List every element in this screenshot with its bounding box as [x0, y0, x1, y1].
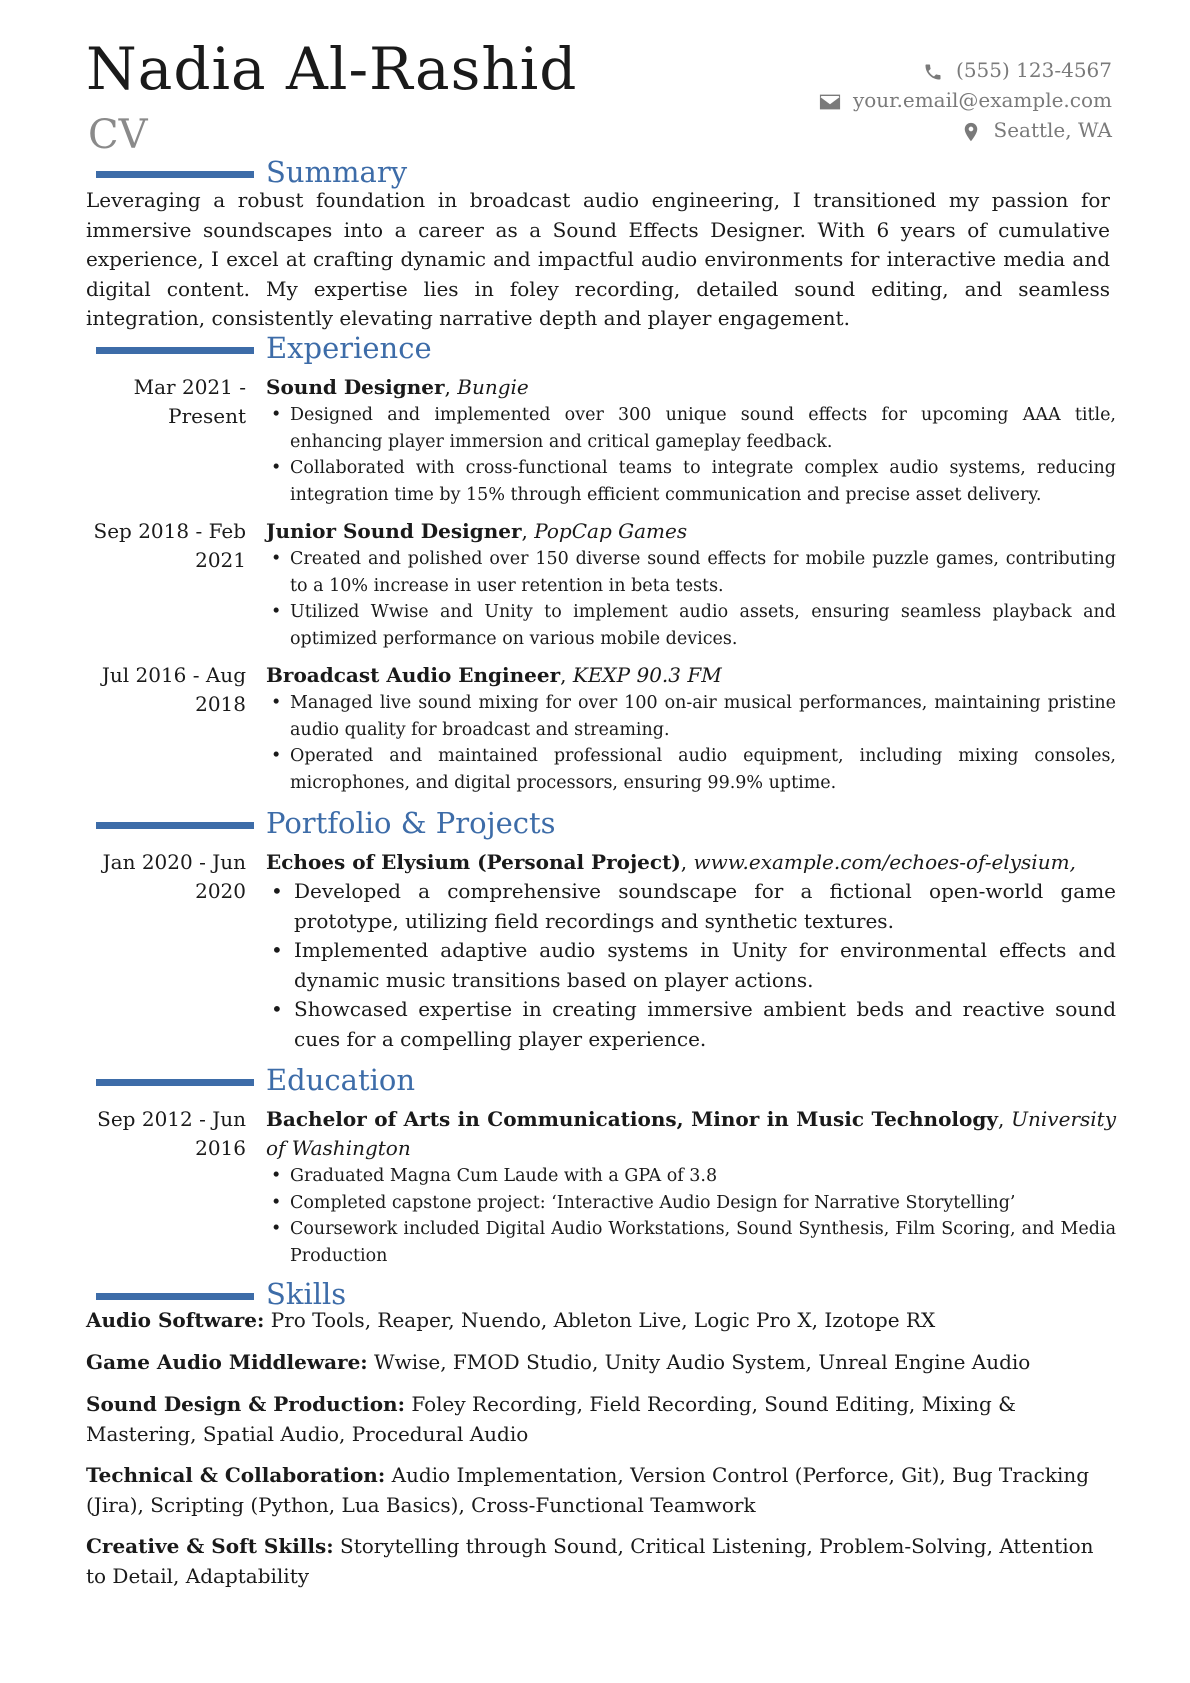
bullet-item: • Operated and maintained professional audio equipment, including mixing consoles, microphones, and digital processors, ensuring 99.9% uptime.	[290, 743, 1116, 796]
section-bar	[96, 1293, 254, 1300]
bullet-item: • Created and polished over 150 diverse sound effects for mobile puzzle games, contributing to a 10% increase in user retention in beta tests.	[290, 546, 1116, 599]
bullet-item: • Designed and implemented over 300 unique sound effects for upcoming AAA title, enhancing player immersion and critical gameplay feedback.	[290, 402, 1116, 455]
bullet-item: • Implemented adaptive audio systems in Unity for environmental effects and dynamic music transitions based on player actions.	[294, 936, 1116, 995]
skill-label: Sound Design & Production:	[86, 1392, 405, 1416]
phone-text: (555) 123-4567	[956, 58, 1112, 82]
project-link[interactable]: www.example.com/echoes-of-elysium,	[693, 850, 1076, 874]
entry-bullets	[266, 690, 1116, 796]
entry-org: PopCap Games	[534, 519, 688, 543]
bullet-item: • Coursework included Digital Audio Workstations, Sound Synthesis, Film Scoring, and Media Production	[290, 1216, 1116, 1269]
contact-location	[817, 115, 1112, 145]
entry-heading: Junior Sound Designer, PopCap Games	[266, 519, 688, 543]
entry-heading: Echoes of Elysium (Personal Project), www.example.com/echoes-of-elysium,	[266, 850, 1076, 874]
skill-value: Pro Tools, Reaper, Nuendo, Ableton Live, Logic Pro X, Izotope RX	[270, 1308, 936, 1332]
section-bar	[96, 171, 254, 178]
skill-row	[86, 1461, 1116, 1520]
entry-title: Echoes of Elysium (Personal Project)	[266, 850, 681, 874]
entry-heading: Sound Designer, Bungie	[266, 375, 529, 399]
skill-row	[86, 1390, 1116, 1449]
document-subtitle: CV	[88, 112, 148, 158]
entry-bullets	[266, 877, 1116, 1054]
section-portfolio-heading	[96, 805, 556, 841]
bullet-item: • Managed live sound mixing for over 100 on-air musical performances, maintaining pristine audio quality for broadcast and streaming.	[290, 690, 1116, 743]
entry-org: Bungie	[457, 375, 529, 399]
bullet-item: • Utilized Wwise and Unity to implement audio assets, ensuring seamless playback and optimized performance on various mobile devices.	[290, 599, 1116, 652]
skill-row	[86, 1306, 1116, 1336]
entry-title: Junior Sound Designer	[266, 519, 522, 543]
skill-label: Game Audio Middleware:	[86, 1350, 368, 1374]
bullet-item: • Collaborated with cross-functional teams to integrate complex audio systems, reducing integration time by 15% through efficient communication and precise asset delivery.	[290, 455, 1116, 508]
skill-value: Audio Implementation, Version Control (Perforce, Git), Bug Tracking (Jira), Scripting (Python, Lua Basics), Cross-Functional Teamwork	[86, 1463, 1090, 1517]
entry-org: KEXP 90.3 FM	[572, 663, 722, 687]
section-bar	[96, 822, 254, 829]
person-name: Nadia Al-Rashid	[86, 35, 578, 103]
section-experience-heading	[96, 330, 432, 366]
entry-date: Mar 2021 - Present	[133, 375, 246, 428]
section-education-heading	[96, 1062, 415, 1098]
entry-title: Broadcast Audio Engineer	[266, 663, 561, 687]
contact-phone	[817, 55, 1112, 85]
entry-bullets	[266, 402, 1116, 508]
entry-date: Jan 2020 - Jun 2020	[102, 850, 246, 903]
entry-date: Sep 2012 - Jun 2016	[97, 1107, 246, 1160]
bullet-item: • Showcased expertise in creating immersive ambient beds and reactive sound cues for a compelling player experience.	[294, 995, 1116, 1054]
section-title: Experience	[266, 331, 432, 365]
entry-title: Sound Designer	[266, 375, 445, 399]
section-title: Education	[266, 1063, 416, 1097]
entry-bullets	[266, 546, 1116, 652]
skill-value: Wwise, FMOD Studio, Unity Audio System, Unreal Engine Audio	[374, 1350, 1031, 1374]
entry-org: University of Washington	[266, 1107, 1116, 1160]
section-title: Summary	[266, 155, 408, 189]
section-title: Skills	[266, 1277, 347, 1311]
bullet-item: • Completed capstone project: ‘Interactive Audio Design for Narrative Storytelling’	[290, 1190, 1116, 1217]
skill-row	[86, 1348, 1116, 1378]
section-bar	[96, 1079, 254, 1086]
summary-text: Leveraging a robust foundation in broadcast audio engineering, I transitioned my passion for immersive soundscapes into a career as a Sound Effects Designer. With 6 years of cumulative experience, I excel at crafting dynamic and impactful audio environments for interactive media and digital content. My expertise lies in foley recording, detailed sound editing, and seamless integration, consistently elevating narrative depth and player engagement.	[86, 188, 1110, 330]
skill-label: Audio Software:	[86, 1308, 265, 1332]
email-link[interactable]: your.email@example.com	[852, 88, 1112, 112]
section-summary-heading	[96, 154, 407, 190]
skill-label: Technical & Collaboration:	[86, 1463, 386, 1487]
map-marker-icon	[958, 120, 982, 140]
skill-row	[86, 1532, 1116, 1591]
bullet-item: • Graduated Magna Cum Laude with a GPA of 3.8	[290, 1163, 1116, 1190]
contact-email	[817, 85, 1112, 115]
envelope-icon	[817, 90, 841, 110]
entry-heading: Bachelor of Arts in Communications, Minor in Music Technology, University of Washington	[266, 1107, 1116, 1160]
skill-value: Foley Recording, Field Recording, Sound Editing, Mixing & Mastering, Spatial Audio, Procedural Audio	[86, 1392, 1016, 1446]
section-bar	[96, 347, 254, 354]
bullet-item: • Developed a comprehensive soundscape for a fictional open-world game prototype, utilizing field recordings and synthetic textures.	[294, 877, 1116, 936]
phone-icon	[920, 60, 944, 80]
location-text: Seattle, WA	[993, 118, 1112, 142]
entry-heading: Broadcast Audio Engineer, KEXP 90.3 FM	[266, 663, 722, 687]
skill-label: Creative & Soft Skills:	[86, 1534, 334, 1558]
contact-block	[817, 55, 1112, 145]
section-title: Portfolio & Projects	[266, 806, 556, 840]
entry-date: Sep 2018 - Feb 2021	[93, 519, 246, 572]
entry-title: Bachelor of Arts in Communications, Minor in Music Technology	[266, 1107, 998, 1131]
skill-value: Storytelling through Sound, Critical Listening, Problem-Solving, Attention to Detail, Adaptability	[86, 1534, 1094, 1588]
entry-date: Jul 2016 - Aug 2018	[101, 663, 246, 716]
entry-bullets	[266, 1163, 1116, 1269]
